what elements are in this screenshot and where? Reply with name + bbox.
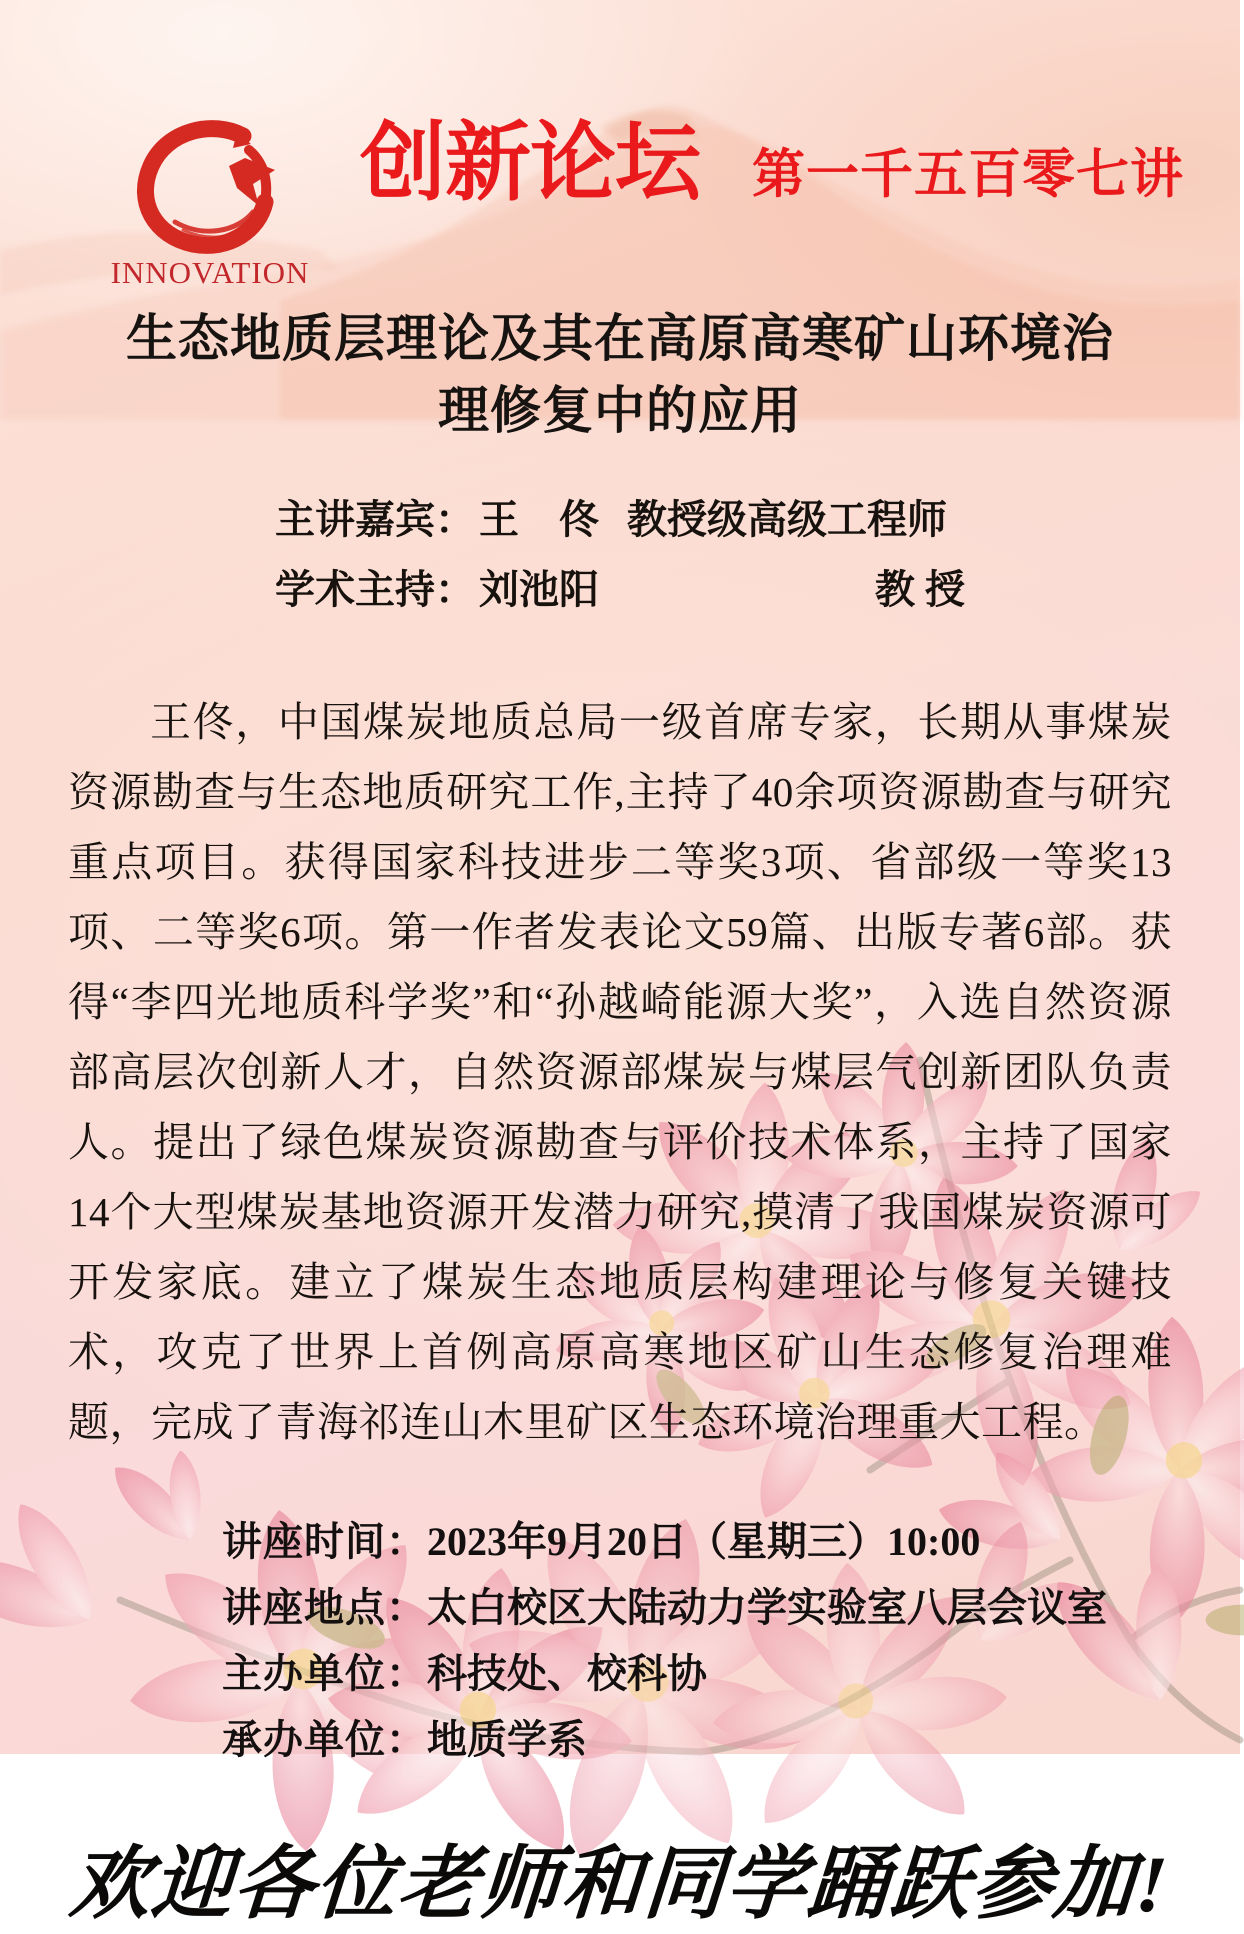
host-name: 刘池阳 [479,566,599,612]
biography-paragraph: 王佟，中国煤炭地质总局一级首席专家，长期从事煤炭资源勘查与生态地质研究工作,主持了40余项资源勘查与研究重点项目。获得国家科技进步二等奖3项、省部级一等奖13项、二等奖6项。第一作者发表论文59篇、出版专著6部。获得“李四光地质科学奖”和“孙越崎能源大奖”，入选自然资源部高层次创新人才，自然资源部煤炭与煤层气创新团队负责人。提出了绿色煤炭资源勘查与评价技术体系，主持了国家14个大型煤炭基地资源开发潜力研究,摸清了我国煤炭资源可开发家底。建立了煤炭生态地质层构建理论与修复关键技术，攻克了世界上首例高原高寒地区矿山生态修复治理难题，完成了青海祁连山木里矿区生态环境治理重大工程。 [68,698,1172,1445]
enso-circle-icon [125,118,295,253]
lecture-title [0,304,1240,449]
time-value: 2023年9月20日（星期三）10:00 [427,1518,981,1564]
host-title: 教 授 [875,566,965,612]
poster-header [0,0,1240,310]
guest-label: 主讲嘉宾： [275,496,475,542]
speaker-biography [68,687,1172,1457]
speakers-block [275,491,965,619]
location-value: 太白校区大陆动力学实验室八层会议室 [427,1584,1107,1630]
time-label: 讲座时间： [222,1518,427,1564]
detail-row-organizer [222,1641,1240,1707]
location-label: 讲座地点： [222,1584,427,1630]
lecture-number: 第一千五百零七讲 [752,146,1184,204]
detail-row-location [222,1575,1240,1641]
detail-row-time [222,1509,1240,1575]
guest-speaker-row [275,491,965,549]
welcome-message: 欢迎各位老师和同学踊跃参加! [66,1840,1173,1929]
host-row [275,561,965,619]
lecture-title-line2: 理修复中的应用 [437,384,802,441]
lecture-title-line1: 生态地质层理论及其在高原高寒矿山环境治 [125,312,1114,368]
logo-wordmark: INNOVATION [110,255,310,290]
organizer-value: 科技处、校科协 [427,1650,707,1696]
coorganizer-label: 承办单位： [222,1716,427,1762]
forum-title: 创新论坛 [360,115,700,211]
innovation-logo [100,118,320,291]
guest-title: 教授级高级工程师 [627,496,947,542]
lecture-details [222,1509,1240,1773]
guest-name: 王 佟 [479,496,599,542]
coorganizer-value: 地质学系 [427,1716,587,1762]
host-label: 学术主持： [275,566,475,612]
organizer-label: 主办单位： [222,1650,427,1696]
detail-row-coorganizer [222,1707,1240,1773]
